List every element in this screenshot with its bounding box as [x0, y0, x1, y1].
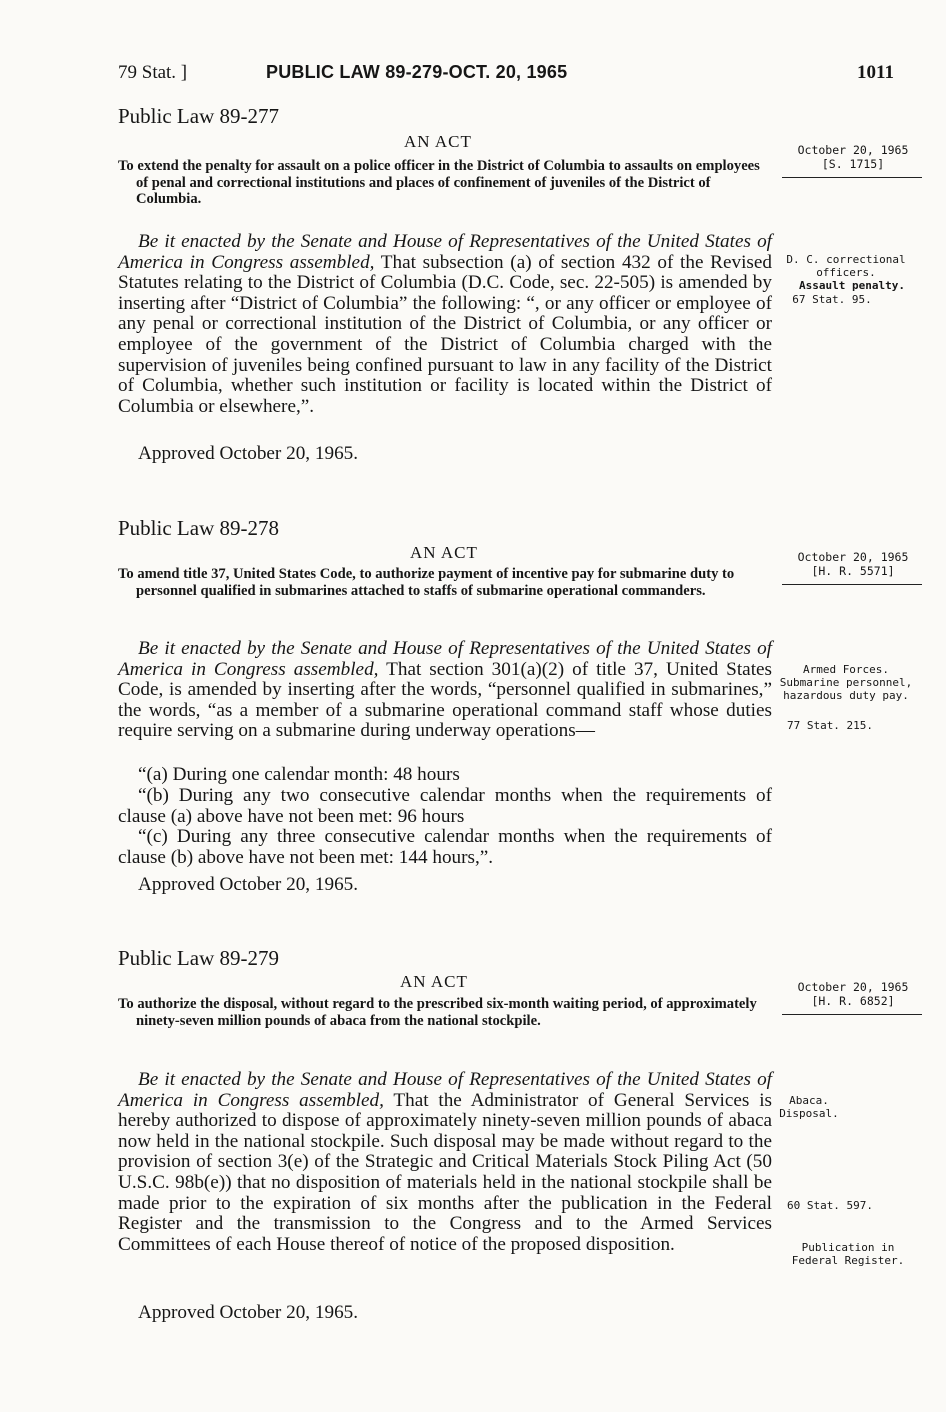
margin-note: Abaca. Disposal.: [779, 1094, 839, 1120]
clause-a: “(a) During one calendar month: 48 hours: [138, 764, 460, 785]
act-purpose: To authorize the disposal, without regard to the prescribed six-month waiting period, of approximately ninety-seven million pounds of abaca from the national stockpile.: [118, 996, 757, 1029]
running-title: PUBLIC LAW 89-279-OCT. 20, 1965: [266, 62, 568, 82]
margin-date-block: [788, 980, 918, 1015]
volume-citation: 79 Stat. ]: [118, 62, 188, 83]
enacting-clause: Be it enacted by the Senate and House of Representatives of the United States of America in Congress assembled,: [118, 1069, 772, 1111]
act-text: That subsection (a) of section 432 of the Revised Statutes relating to the District of Columbia (D.C. Code, sec. 22-505) is amended by inserting after “District of Columbia” the following: “, or any officer or employee of any penal or correctional institution of the District of Columbia, or any officer or employee of the government of the District of Columbia charged with the supervision of juveniles being confined pursuant to law in any facility of the District of Columbia, whether such institution or facility is located within the District of Columbia or elsewhere,”.: [118, 251, 772, 417]
law-title: Public Law 89-277: [118, 104, 279, 128]
approval-date: October 20, 1965: [797, 143, 909, 157]
margin-rule: [782, 584, 922, 585]
margin-date-block: [788, 550, 918, 585]
margin-note: Armed Forces. Submarine personnel, hazardous duty pay.: [779, 663, 913, 702]
bill-number: [H. R. 6852]: [811, 994, 895, 1008]
margin-note: Assault penalty.: [799, 279, 905, 292]
margin-rule: [782, 1014, 922, 1015]
bill-number: [H. R. 5571]: [811, 564, 895, 578]
act-body: [118, 639, 772, 742]
bill-number: [S. 1715]: [821, 157, 885, 171]
act-label: AN ACT: [400, 972, 468, 991]
margin-note: Publication in Federal Register.: [791, 1241, 905, 1267]
act-purpose: To amend title 37, United States Code, to authorize payment of incentive pay for submarine duty to personnel qualified in submarines attached to staffs of submarine operational commanders.: [118, 566, 735, 599]
page-number: 1011: [857, 62, 894, 83]
margin-note: 77 Stat. 215.: [786, 719, 874, 732]
act-text: That the Administrator of General Services is hereby authorized to dispose of approximately ninety-seven million pounds of abaca now held in the national stockpile. Such disposal may be made without regard to the provision of section 3(e) of the Strategic and Critical Materials Stock Piling Act (50 U.S.C. 98b(e)) that no disposition of materials held in the national stockpile shall be made prior to the expiration of six months after the publication in the Federal Register and the transmission to the Congress and to the Armed Services Committees of each House thereof of notice of the proposed disposition.: [118, 1089, 772, 1255]
clause-c: “(c) During any three consecutive calendar months when the requirements of clause (b) above have not been met: 144 hours,”.: [118, 826, 772, 868]
margin-note: D. C. correctional officers.: [786, 253, 906, 279]
act-text: That section 301(a)(2) of title 37, United States Code, is amended by inserting after the words, “personnel qualified in submarines,” the words, “as a member of a submarine operational command staff whose duties require serving on a submarine during underway operations—: [118, 658, 773, 742]
approval-date: October 20, 1965: [797, 980, 909, 994]
approval-date: October 20, 1965: [797, 550, 909, 564]
act-purpose: To extend the penalty for assault on a police officer in the District of Columbia to assaults on employees of penal and correctional institutions and places of confinement of juveniles of the District of Columbia.: [118, 158, 760, 207]
act-body: [118, 1070, 772, 1255]
page-header: [118, 62, 918, 88]
enacting-clause: Be it enacted by the Senate and House of Representatives of the United States of America in Congress assembled,: [118, 638, 772, 680]
enacting-clause: Be it enacted by the Senate and House of Representatives of the United States of America in Congress assembled,: [118, 231, 772, 273]
act-label: AN ACT: [410, 543, 478, 562]
margin-note: 60 Stat. 597.: [786, 1199, 874, 1212]
approval-line: Approved October 20, 1965.: [138, 874, 359, 895]
law-title: Public Law 89-278: [118, 516, 279, 540]
law-title: Public Law 89-279: [118, 946, 279, 970]
act-label: AN ACT: [404, 132, 472, 151]
approval-line: Approved October 20, 1965.: [138, 1302, 359, 1323]
approval-line: Approved October 20, 1965.: [138, 443, 359, 464]
clause-b: “(b) During any two consecutive calendar months when the requirements of clause (a) above have not been met: 96 hours: [118, 785, 772, 827]
act-body: [118, 232, 772, 417]
margin-rule: [782, 177, 922, 178]
margin-note: 67 Stat. 95.: [792, 293, 872, 306]
margin-date-block: [788, 143, 918, 178]
